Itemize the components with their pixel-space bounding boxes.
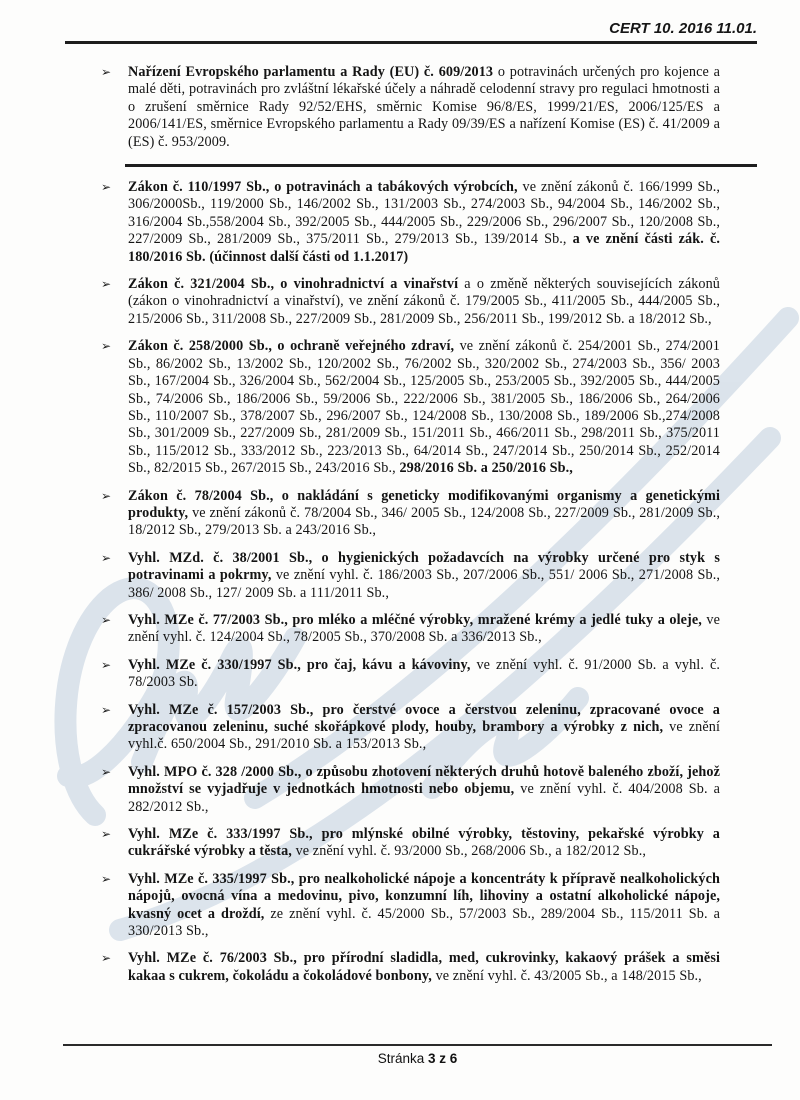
list-item — [100, 338, 720, 477]
arrow-bullet-icon: ➢ — [101, 951, 112, 966]
list-item — [100, 657, 720, 692]
arrow-bullet-icon: ➢ — [101, 764, 112, 779]
page-number — [63, 1051, 772, 1066]
section-divider — [125, 164, 757, 167]
regulation-paragraph: Vyhl. MZe č. 333/1997 Sb., pro mlýnské obilné výrobky, těstoviny, pekařské výrobky a cukrářské výrobky a těsta, ve znění vyhl. č. 93/2000 Sb., 268/2006 Sb., a 182/2012 Sb., — [128, 826, 720, 860]
regulation-paragraph: Vyhl. MZe č. 157/2003 Sb., pro čerstvé ovoce a čerstvou zeleninu, zpracované ovoce a zpracovanou zeleninu, suché skořápkové plody, houby, brambory a výrobky z nich, ve znění vyhl.č. 650/2004 Sb., 291/2010 Sb. a 153/2013 Sb., — [128, 701, 721, 753]
footer-rule — [63, 1044, 772, 1046]
regulation-paragraph: Vyhl. MZe č. 335/1997 Sb., pro nealkoholické nápoje a koncentráty k přípravě nealkoholických nápojů, ovocná vína a medovinu, pivo, konzumní líh, lihoviny a ostatní alkoholické nápoje, kvasný ocet a droždí, ze znění vyhl. č. 45/2000 Sb., 57/2003 Sb., 289/2004 Sb., 115/2011 Sb. a 330/2013 Sb., — [128, 870, 720, 940]
list-item — [100, 950, 720, 985]
regulation-paragraph: Vyhl. MZe č. 330/1997 Sb., pro čaj, kávu a kávoviny, ve znění vyhl. č. 91/2000 Sb. a vyhl. č. 78/2003 Sb. — [128, 656, 720, 691]
header-reference: CERT 10. 2016 11.01. — [609, 20, 757, 37]
regulation-paragraph: Vyhl. MZe č. 77/2003 Sb., pro mléko a mléčné výrobky, mražené krémy a jedlé tuky a oleje, ve znění vyhl. č. 124/2004 Sb., 78/2005 Sb., 370/2008 Sb. a 336/2013 Sb., — [128, 611, 720, 646]
arrow-bullet-icon: ➢ — [101, 339, 112, 354]
list-item — [100, 64, 720, 151]
arrow-bullet-icon: ➢ — [101, 488, 112, 503]
page-footer — [63, 1044, 772, 1066]
arrow-bullet-icon: ➢ — [101, 702, 112, 717]
page-header — [65, 20, 757, 44]
regulation-paragraph: Nařízení Evropského parlamentu a Rady (EU) č. 609/2013 o potravinách určených pro kojence a malé děti, potravinách pro zvláštní lékařské účely a náhradě celodenní stravy pro regulaci hmotnosti a o zrušení směrnice Rady 92/52/EHS, směrnic Komise 96/8/ES, 1999/21/ES, 2006/125/ES a 2006/141/ES, směrnice Evropského parlamentu a Rady 09/39/ES a nařízení Komise (ES) č. 41/2009 a (ES) č. 953/2009. — [128, 64, 720, 150]
regulation-paragraph: Vyhl. MPO č. 328 /2000 Sb., o způsobu zhotovení některých druhů hotově baleného zboží, jehož množství se vyjadřuje v jednotkách hmotnosti nebo objemu, ve znění vyhl. č. 404/2008 Sb. a 282/2012 Sb., — [128, 763, 720, 815]
regulation-paragraph: Zákon č. 110/1997 Sb., o potravinách a tabákových výrobcích, ve znění zákonů č. 166/1999 Sb., 306/2000Sb., 119/2000 Sb., 146/2002 Sb., 131/2003 Sb., 274/2003 Sb., 94/2004 Sb., 146/2002 Sb., 316/2004 Sb.,558/2004 Sb., 392/2005 Sb., 444/2005 Sb., 229/2006 Sb., 296/2007 Sb., 120/2008 Sb., 227/2009 Sb., 281/2009 Sb., 375/2011 Sb., 279/2013 Sb., 139/2014 Sb., a ve znění části zák. č. 180/2016 Sb. (účinnost další části od 1.1.2017) — [128, 179, 721, 265]
header-rule — [65, 41, 757, 44]
regulation-paragraph: Vyhl. MZd. č. 38/2001 Sb., o hygienických požadavcích na výrobky určené pro styk s potravinami a pokrmy, ve znění vyhl. č. 186/2003 Sb., 207/2006 Sb., 551/ 2006 Sb., 271/2008 Sb., 386/ 2008 Sb., 127/ 2009 Sb. a 111/2011 Sb., — [128, 549, 721, 601]
regulation-paragraph: Zákon č. 78/2004 Sb., o nakládání s geneticky modifikovanými organismy a genetickými produkty, ve znění zákonů č. 78/2004 Sb., 346/ 2005 Sb., 124/2008 Sb., 227/2009 Sb., 281/2009 Sb., 18/2012 Sb., 279/2013 Sb. a 243/2016 Sb., — [128, 487, 720, 539]
list-item — [100, 871, 720, 941]
arrow-bullet-icon: ➢ — [101, 871, 112, 886]
list-item — [100, 276, 720, 328]
page-number-label: Stránka — [377, 1051, 425, 1066]
regulation-paragraph: Vyhl. MZe č. 76/2003 Sb., pro přírodní sladidla, med, cukrovinky, kakaový prášek a směsi kakaa s cukrem, čokoládu a čokoládové bonbony, ve znění vyhl. č. 43/2005 Sb., a 148/2015 Sb., — [128, 950, 720, 984]
list-item — [100, 826, 720, 861]
arrow-bullet-icon: ➢ — [101, 827, 112, 842]
regulation-paragraph: Zákon č. 321/2004 Sb., o vinohradnictví a vinařství a o změně některých souvisejících zákonů (zákon o vinohradnictví a vinařství), ve znění zákonů č. 179/2005 Sb., 411/2005 Sb., 444/2005 Sb., 215/2006 Sb., 311/2008 Sb., 227/2009 Sb., 281/2009 Sb., 256/2011 Sb., 199/2012 Sb. a 18/2012 Sb., — [128, 276, 720, 327]
arrow-bullet-icon: ➢ — [101, 277, 112, 292]
arrow-bullet-icon: ➢ — [101, 657, 112, 672]
list-item — [100, 702, 720, 754]
arrow-bullet-icon: ➢ — [101, 612, 112, 627]
page-number-value: 3 z 6 — [428, 1051, 458, 1066]
arrow-bullet-icon: ➢ — [101, 180, 112, 195]
regulation-list — [100, 64, 720, 995]
list-item — [100, 179, 720, 266]
list-item — [100, 550, 720, 602]
list-item — [100, 764, 720, 816]
list-item — [100, 612, 720, 647]
arrow-bullet-icon: ➢ — [101, 65, 112, 79]
regulation-paragraph: Zákon č. 258/2000 Sb., o ochraně veřejného zdraví, ve znění zákonů č. 254/2001 Sb., 274/2001 Sb., 86/2002 Sb., 13/2002 Sb., 120/2002 Sb., 76/2002 Sb., 320/2002 Sb., 274/2003 Sb., 356/ 2003 Sb., 167/2004 Sb., 326/2004 Sb., 562/2004 Sb., 125/2005 Sb., 253/2005 Sb., 392/2005 Sb., 444/2005 Sb., 74/2006 Sb., 186/2006 Sb., 59/2006 Sb., 222/2006 Sb., 381/2005 Sb., 186/2006 Sb., 264/2006 Sb., 110/2007 Sb., 378/2007 Sb., 296/2007 Sb., 124/2008 Sb., 130/2008 Sb., 189/2006 Sb.,274/2008 Sb., 301/2009 Sb., 227/2009 Sb., 281/2009 Sb., 151/2011 Sb., 466/2011 Sb., 298/2011 Sb., 375/2011 Sb., 115/2012 Sb., 333/2012 Sb., 223/2013 Sb., 64/2014 Sb., 247/2014 Sb., 250/2014 Sb., 252/2014 Sb., 82/2015 Sb., 267/2015 Sb., 243/2016 Sb., 298/2016 Sb. a 250/2016 Sb., — [128, 338, 720, 477]
list-item — [100, 488, 720, 540]
arrow-bullet-icon: ➢ — [101, 550, 112, 565]
